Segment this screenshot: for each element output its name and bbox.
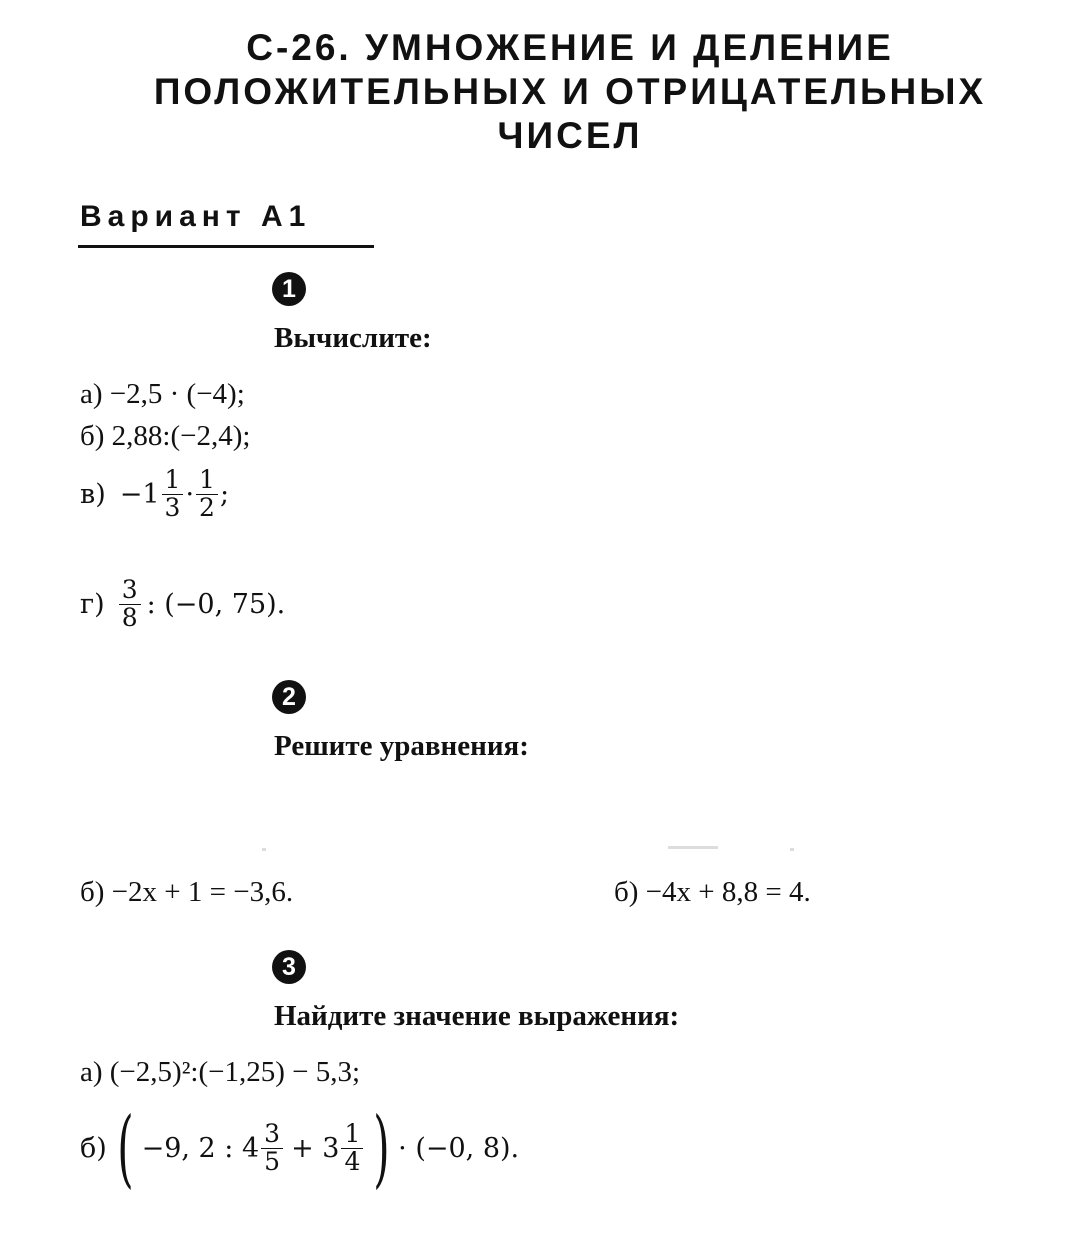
close-paren: ) [373, 1099, 390, 1197]
fraction-denominator: 4 [344, 1146, 361, 1176]
fraction-numerator: 1 [196, 467, 218, 494]
fraction-denominator: 5 [264, 1146, 281, 1176]
scan-artifact [262, 848, 266, 851]
task-1-item-v [80, 458, 229, 530]
fraction-3-5 [261, 1121, 283, 1175]
fraction-numerator: 1 [341, 1121, 363, 1148]
title-line-1: С-26. УМНОЖЕНИЕ И ДЕЛЕНИЕ [246, 27, 894, 68]
task-3-item-a: а) (−2,5)²:(−1,25) − 5,3; [80, 1056, 361, 1088]
task-1-item-v-label: в) [80, 478, 106, 510]
task-1-number: 1 [272, 272, 306, 306]
task-1-heading: Вычислите: [274, 322, 432, 354]
task-3-item-b-tail: · (−0, 8). [398, 1132, 520, 1164]
task-1-item-b: б) 2,88:(−2,4); [80, 420, 251, 452]
task-3-item-b [80, 1100, 519, 1196]
task-3-number: 3 [272, 950, 306, 984]
task-3-heading: Найдите значение выражения: [274, 1000, 680, 1032]
task-1-item-v-whole: −1 [119, 478, 160, 510]
task-2-equation-left: б) −2x + 1 = −3,6. [80, 876, 294, 908]
fraction-3-8 [119, 577, 141, 631]
task-1-item-g-label: г) [80, 588, 105, 620]
fraction-1-2 [196, 467, 218, 521]
title-line-3: ЧИСЕЛ [497, 115, 643, 156]
title-line-2: ПОЛОЖИТЕЛЬНЫХ И ОТРИЦАТЕЛЬНЫХ [153, 71, 987, 112]
fraction-numerator: 1 [162, 467, 184, 494]
fraction-1-4 [341, 1121, 363, 1175]
scan-artifact [668, 846, 718, 849]
semicolon: ; [219, 478, 230, 510]
task-1-item-a: а) −2,5 · (−4); [80, 378, 245, 410]
task-2-number: 2 [272, 680, 306, 714]
fraction-denominator: 8 [121, 602, 138, 632]
variant-label: Вариант А1 [80, 200, 312, 233]
fraction-1-3 [162, 467, 184, 521]
task-3-item-b-label: б) [80, 1132, 107, 1164]
scan-artifact [790, 848, 794, 851]
task-3-item-b-plus: + 3 [291, 1132, 340, 1164]
fraction-numerator: 3 [119, 577, 141, 604]
multiply-dot: · [185, 478, 195, 510]
task-1-item-g [80, 566, 285, 642]
fraction-denominator: 3 [164, 492, 181, 522]
fraction-numerator: 3 [261, 1121, 283, 1148]
task-2-equation-right: б) −4x + 8,8 = 4. [614, 876, 811, 908]
task-2-heading: Решите уравнения: [274, 730, 529, 762]
variant-underline [78, 245, 374, 248]
open-paren: ( [116, 1099, 134, 1197]
task-1-item-g-rest: : (−0, 75). [146, 588, 286, 620]
fraction-denominator: 2 [199, 492, 215, 522]
task-3-item-b-part1: −9, 2 : 4 [141, 1132, 260, 1164]
